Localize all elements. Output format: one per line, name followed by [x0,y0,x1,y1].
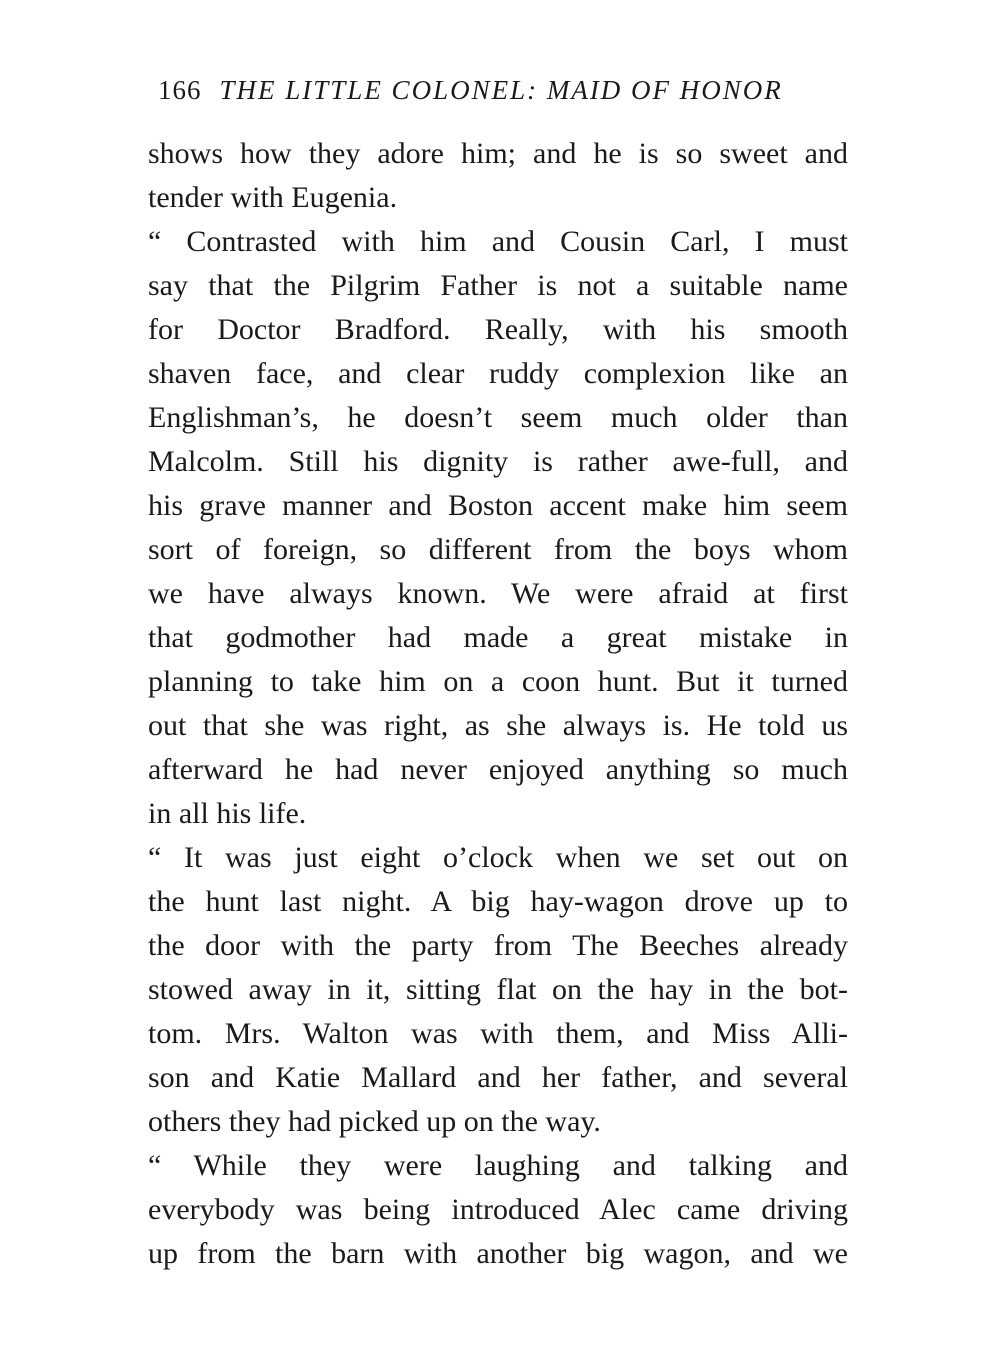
text-line: his grave manner and Boston accent make him seem [148,489,848,522]
text-line: we have always known. We were afraid at first [148,577,848,610]
text-line: “ It was just eight o’clock when we set out on [148,841,848,874]
text-line: shaven face, and clear ruddy complexion like an [148,357,848,390]
text-line: everybody was being introduced Alec came driving [148,1193,848,1226]
text-line: others they had picked up on the way. [148,1105,601,1138]
text-line: up from the barn with another big wagon, and we [148,1237,848,1270]
text-line: afterward he had never enjoyed anything so much [148,753,848,786]
text-line: the hunt last night. A big hay-wagon drove up to [148,885,848,918]
text-line: for Doctor Bradford. Really, with his smooth [148,313,848,346]
running-title: THE LITTLE COLONEL: MAID OF HONOR [219,75,783,105]
text-line: “ Contrasted with him and Cousin Carl, I must [148,225,848,258]
page-number: 166 [158,75,202,105]
text-line: shows how they adore him; and he is so sweet and [148,137,848,170]
running-head [158,70,848,110]
text-line: “ While they were laughing and talking and [148,1149,848,1182]
body-text [148,132,848,1276]
text-line: Malcolm. Still his dignity is rather awe-full, and [148,445,848,478]
text-line: son and Katie Mallard and her father, and several [148,1061,848,1094]
text-line: sort of foreign, so different from the boys whom [148,533,848,566]
text-line: out that she was right, as she always is. He told us [148,709,848,742]
text-line: planning to take him on a coon hunt. But it turned [148,665,848,698]
text-line: say that the Pilgrim Father is not a suitable name [148,269,848,302]
text-line: tender with Eugenia. [148,181,398,214]
text-line: that godmother had made a great mistake in [148,621,848,654]
text-line: Englishman’s, he doesn’t seem much older than [148,401,848,434]
text-line: in all his life. [148,797,307,830]
text-line: tom. Mrs. Walton was with them, and Miss Alli- [148,1017,848,1050]
text-line: stowed away in it, sitting flat on the hay in the bot- [148,973,848,1006]
text-line: the door with the party from The Beeches already [148,929,848,962]
